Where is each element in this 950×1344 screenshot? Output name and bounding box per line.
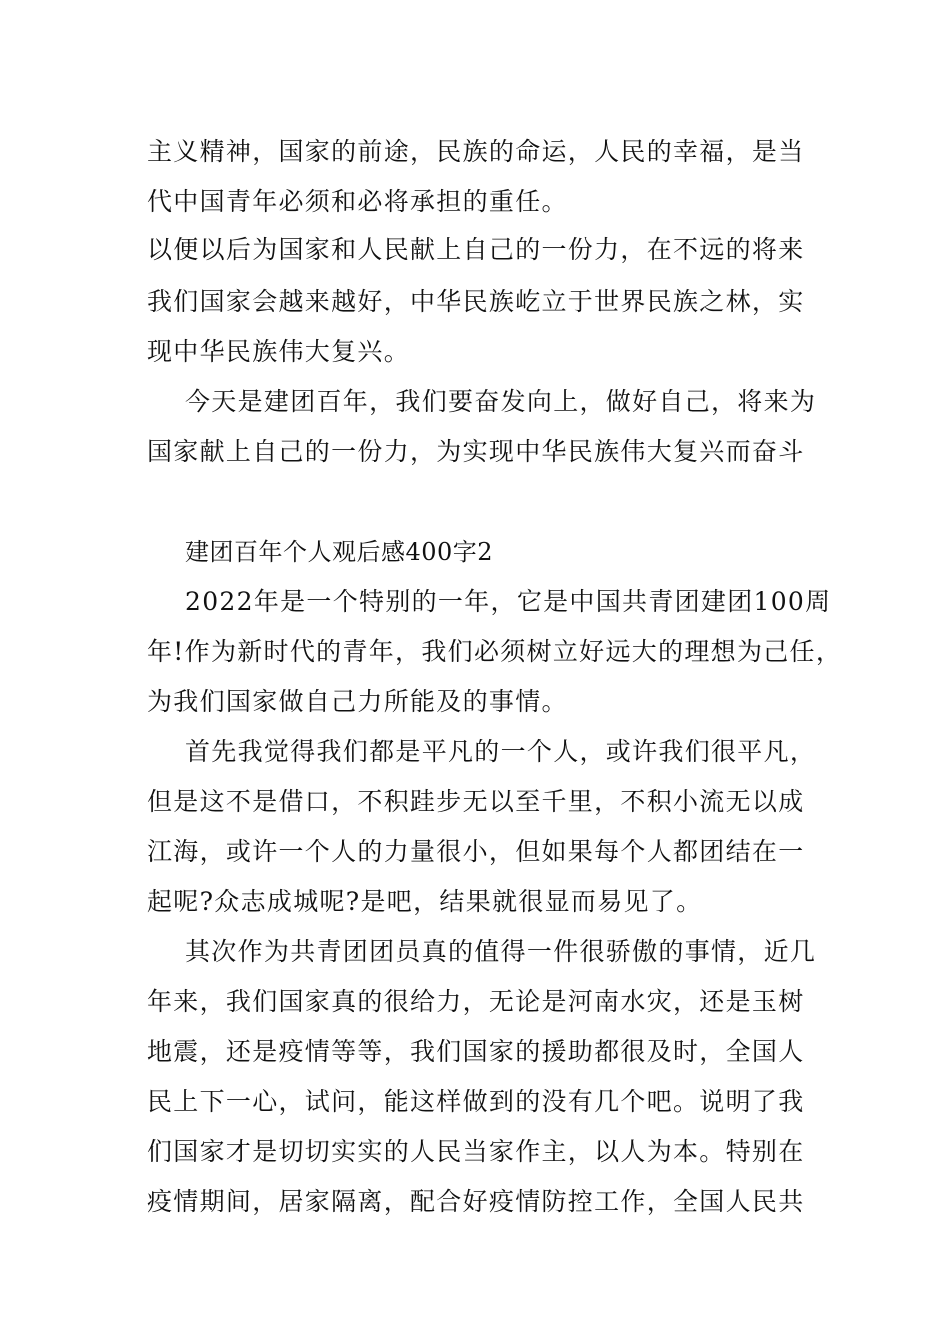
text-line: 主义精神，国家的前途，民族的命运，人民的幸福，是当: [147, 137, 805, 166]
paragraph-first-line: 2022年是一个特别的一年，它是中国共青团建团100周: [185, 587, 832, 616]
section-heading: 建团百年个人观后感400字2: [185, 538, 494, 566]
text-line: 为我们国家做自己力所能及的事情。: [147, 687, 568, 716]
text-line: 江海，或许一个人的力量很小，但如果每个人都团结在一: [147, 837, 805, 866]
paragraph-first-line: 其次作为共青团团员真的值得一件很骄傲的事情，近几: [185, 937, 817, 966]
text-line: 地震，还是疫情等等，我们国家的援助都很及时，全国人: [147, 1037, 805, 1066]
text-line: 现中华民族伟大复兴。: [147, 337, 411, 366]
text-line: 以便以后为国家和人民献上自己的一份力，在不远的将来: [147, 235, 805, 264]
text-line: 年!作为新时代的青年，我们必须树立好远大的理想为己任，: [147, 637, 843, 666]
text-line: 们国家才是切切实实的人民当家作主，以人为本。特别在: [147, 1137, 805, 1166]
text-line: 起呢?众志成城呢?是吧，结果就很显而易见了。: [147, 887, 703, 916]
text-line: 民上下一心，试问，能这样做到的没有几个吧。说明了我: [147, 1087, 805, 1116]
text-line: 但是这不是借口，不积跬步无以至千里，不积小流无以成: [147, 787, 805, 816]
text-line: 疫情期间，居家隔离，配合好疫情防控工作，全国人民共: [147, 1187, 805, 1216]
text-line: 代中国青年必须和必将承担的重任。: [147, 187, 568, 216]
paragraph-first-line: 今天是建团百年，我们要奋发向上，做好自己，将来为: [185, 387, 817, 416]
text-line: 我们国家会越来越好，中华民族屹立于世界民族之林，实: [147, 287, 805, 316]
text-line: 年来，我们国家真的很给力，无论是河南水灾，还是玉树: [147, 987, 805, 1016]
text-line: 国家献上自己的一份力，为实现中华民族伟大复兴而奋斗: [147, 437, 805, 466]
paragraph-first-line: 首先我觉得我们都是平凡的一个人，或许我们很平凡，: [185, 737, 817, 766]
